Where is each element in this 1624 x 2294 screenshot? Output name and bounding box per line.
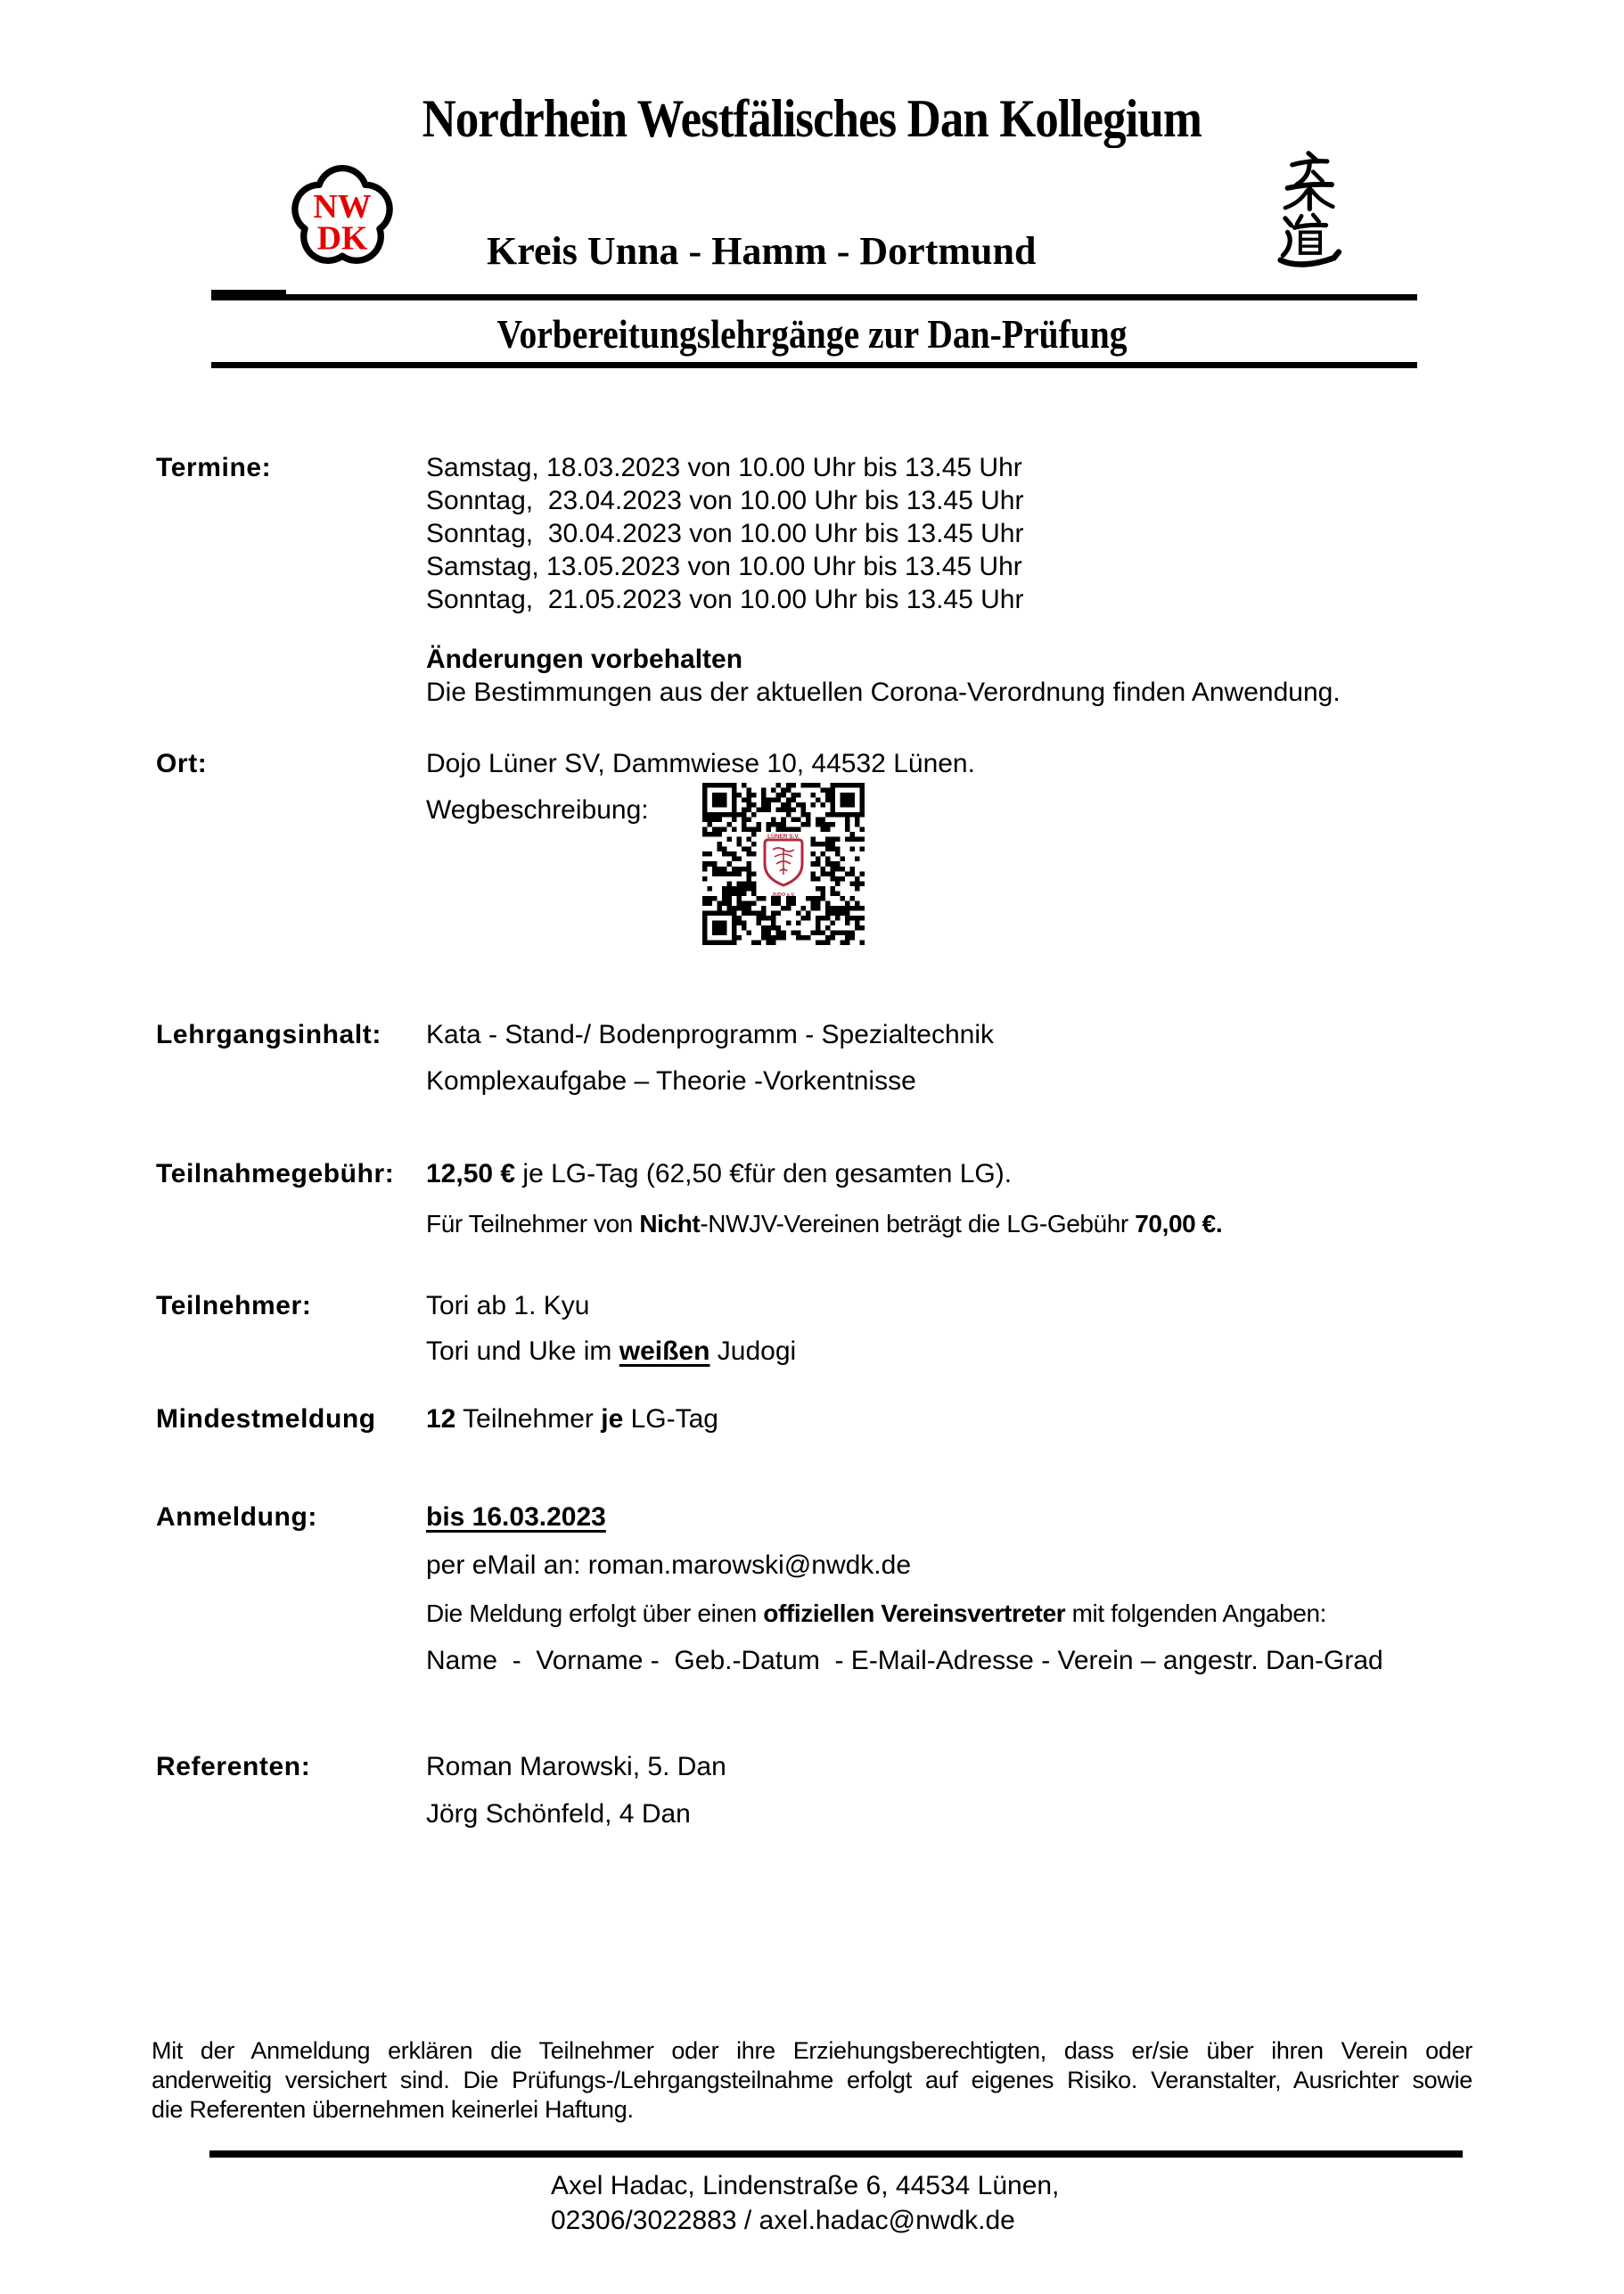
page-title: Nordrhein Westfälisches Dan Kollegium [422, 89, 1202, 148]
wegbeschreibung-label: Wegbeschreibung: [426, 795, 649, 825]
divider-top [211, 294, 1417, 300]
label-anmeldung: Anmeldung: [156, 1502, 317, 1532]
anmeldung-meldung-line: Die Meldung erfolgt über einen offiziellen Vereinsvertreter mit folgenden Angaben: [426, 1599, 1327, 1627]
disclaimer-line: anderweitig versichert sind. Die Prüfungs-/Lehrgangsteilnahme erfolgt auf eigenes Risiko. Veranstalter, Ausrichter sowie [152, 2067, 1472, 2093]
judo-calligraphy-icon [1267, 146, 1349, 276]
termine-date-row: Samstag, 13.05.2023 von 10.00 Uhr bis 13.45 Uhr [426, 552, 1022, 581]
contact-phone-email: 02306/3022883 / axel.hadac@nwdk.de [551, 2206, 1015, 2235]
label-teilnahmegebuehr: Teilnahmegebühr: [156, 1159, 395, 1188]
divider-banner [211, 362, 1417, 368]
divider-footer [209, 2150, 1463, 2158]
contact-address: Axel Hadac, Lindenstraße 6, 44534 Lünen, [551, 2171, 1060, 2200]
blossom-icon [285, 159, 399, 275]
referent-line2: Jörg Schönfeld, 4 Dan [426, 1799, 691, 1829]
label-termine: Termine: [156, 453, 272, 482]
termine-date-row: Sonntag, 21.05.2023 von 10.00 Uhr bis 13.45 Uhr [426, 585, 1024, 614]
label-mindestmeldung: Mindestmeldung [156, 1404, 376, 1434]
gebuehr-line1: 12,50 € je LG-Tag (62,50 €für den gesamten LG). [426, 1159, 1013, 1188]
termine-date-row: Sonntag, 30.04.2023 von 10.00 Uhr bis 13.45 Uhr [426, 519, 1024, 548]
referent-line1: Roman Marowski, 5. Dan [426, 1752, 726, 1781]
luener-sv-crest [757, 832, 810, 903]
anmeldung-fields-line: Name - Vorname - Geb.-Datum - E-Mail-Adresse - Verein – angestr. Dan-Grad [426, 1646, 1383, 1675]
label-ort: Ort: [156, 749, 208, 778]
qr-code-wegbeschreibung [702, 783, 865, 945]
lehrgangsinhalt-line2: Komplexaufgabe – Theorie -Vorkentnisse [426, 1066, 916, 1096]
logo-letters-nw: NW [313, 188, 372, 226]
label-teilnehmer: Teilnehmer: [156, 1291, 312, 1320]
crest-bottom-text: JUDO e.V. [771, 892, 796, 898]
nwdk-logo [285, 159, 399, 275]
termine-date-row: Samstag, 18.03.2023 von 10.00 Uhr bis 13.45 Uhr [426, 453, 1022, 482]
banner-title: Vorbereitungslehrgänge zur Dan-Prüfung [496, 311, 1128, 357]
subtitle-kreis: Kreis Unna - Hamm - Dortmund [487, 229, 1037, 273]
termine-date-row: Sonntag, 23.04.2023 von 10.00 Uhr bis 13.45 Uhr [426, 486, 1024, 515]
ort-address: Dojo Lüner SV, Dammwiese 10, 44532 Lünen. [426, 749, 975, 778]
lehrgangsinhalt-line1: Kata - Stand-/ Bodenprogramm - Spezialtechnik [426, 1020, 994, 1049]
teilnehmer-line1: Tori ab 1. Kyu [426, 1291, 590, 1320]
disclaimer-line: die Referenten übernehmen keinerlei Haftung. [152, 2096, 634, 2123]
termine-note: Die Bestimmungen aus der aktuellen Corona-Verordnung finden Anwendung. [426, 678, 1341, 707]
disclaimer-line: Mit der Anmeldung erklären die Teilnehmer oder ihre Erziehungsberechtigten, dass er/sie über ihren Verein oder [152, 2037, 1472, 2064]
label-referenten: Referenten: [156, 1752, 311, 1781]
teilnehmer-line2: Tori und Uke im weißen Judogi [426, 1336, 797, 1366]
label-lehrgangsinhalt: Lehrgangsinhalt: [156, 1020, 381, 1049]
termine-note-title: Änderungen vorbehalten [426, 645, 743, 674]
logo-letters-dk: DK [316, 219, 368, 258]
anmeldung-deadline: bis 16.03.2023 [426, 1502, 606, 1532]
gebuehr-line2: Für Teilnehmer von Nicht-NWJV-Vereinen beträgt die LG-Gebühr 70,00 €. [426, 1210, 1223, 1237]
anmeldung-email-line: per eMail an: roman.marowski@nwdk.de [426, 1550, 911, 1580]
crest-top-text: LÜNER S.V. [767, 834, 800, 840]
mindestmeldung-line: 12 Teilnehmer je LG-Tag [426, 1404, 718, 1434]
